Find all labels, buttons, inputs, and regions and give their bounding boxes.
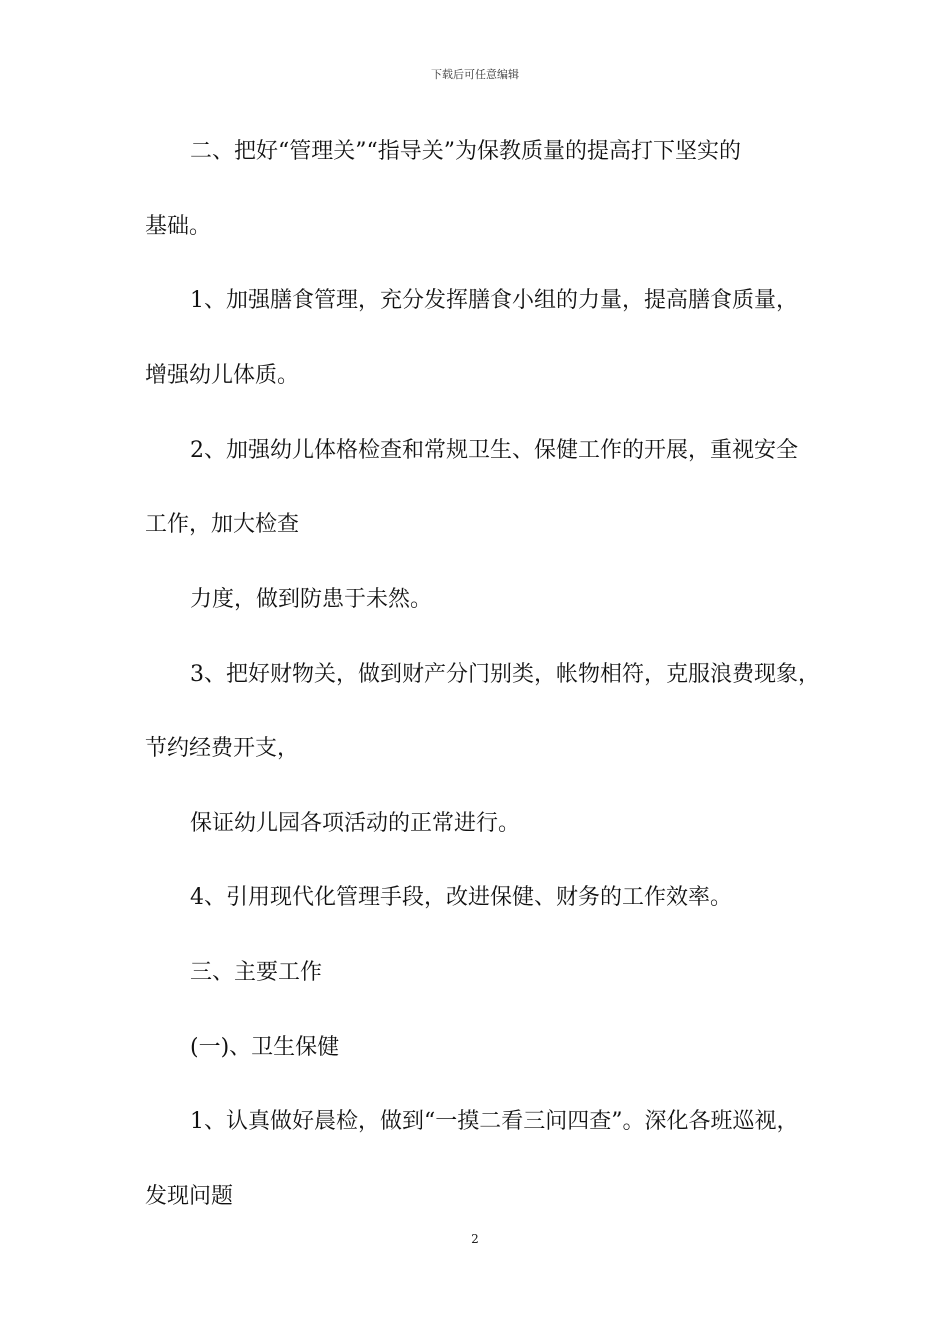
paragraph-line: 4、引用现代化管理手段，改进保健、财务的工作效率。 [190,885,732,910]
paragraph-line: 二、把好“管理关”“指导关”为保教质量的提高打下坚实的 [190,139,741,164]
paragraph-line: 力度，做到防患于未然。 [190,587,433,612]
paragraph-line: 1、认真做好晨检，做到“一摸二看三问四查”。深化各班巡视， [190,1109,799,1134]
paragraph-line: 工作，加大检查 [145,512,300,537]
paragraph-line: 1、加强膳食管理，充分发挥膳食小组的力量，提高膳食质量， [190,288,798,313]
paragraph-line: 2、加强幼儿体格检查和常规卫生、保健工作的开展，重视安全 [190,438,798,463]
paragraph-line: 增强幼儿体质。 [145,363,300,388]
paragraph-line: 基础。 [145,214,212,239]
page-number: 2 [471,1232,479,1246]
section-heading: 三、主要工作 [190,960,323,985]
paragraph-line: 保证幼儿园各项活动的正常进行。 [190,811,521,836]
paragraph-line: 节约经费开支， [145,736,300,761]
subsection-heading: (一)、卫生保健 [190,1035,340,1060]
page-header: 下载后可任意编辑 [431,68,519,81]
paragraph-line: 发现问题 [145,1184,234,1209]
paragraph-line: 3、把好财物关，做到财产分门别类，帐物相符，克服浪费现象， [190,662,820,687]
